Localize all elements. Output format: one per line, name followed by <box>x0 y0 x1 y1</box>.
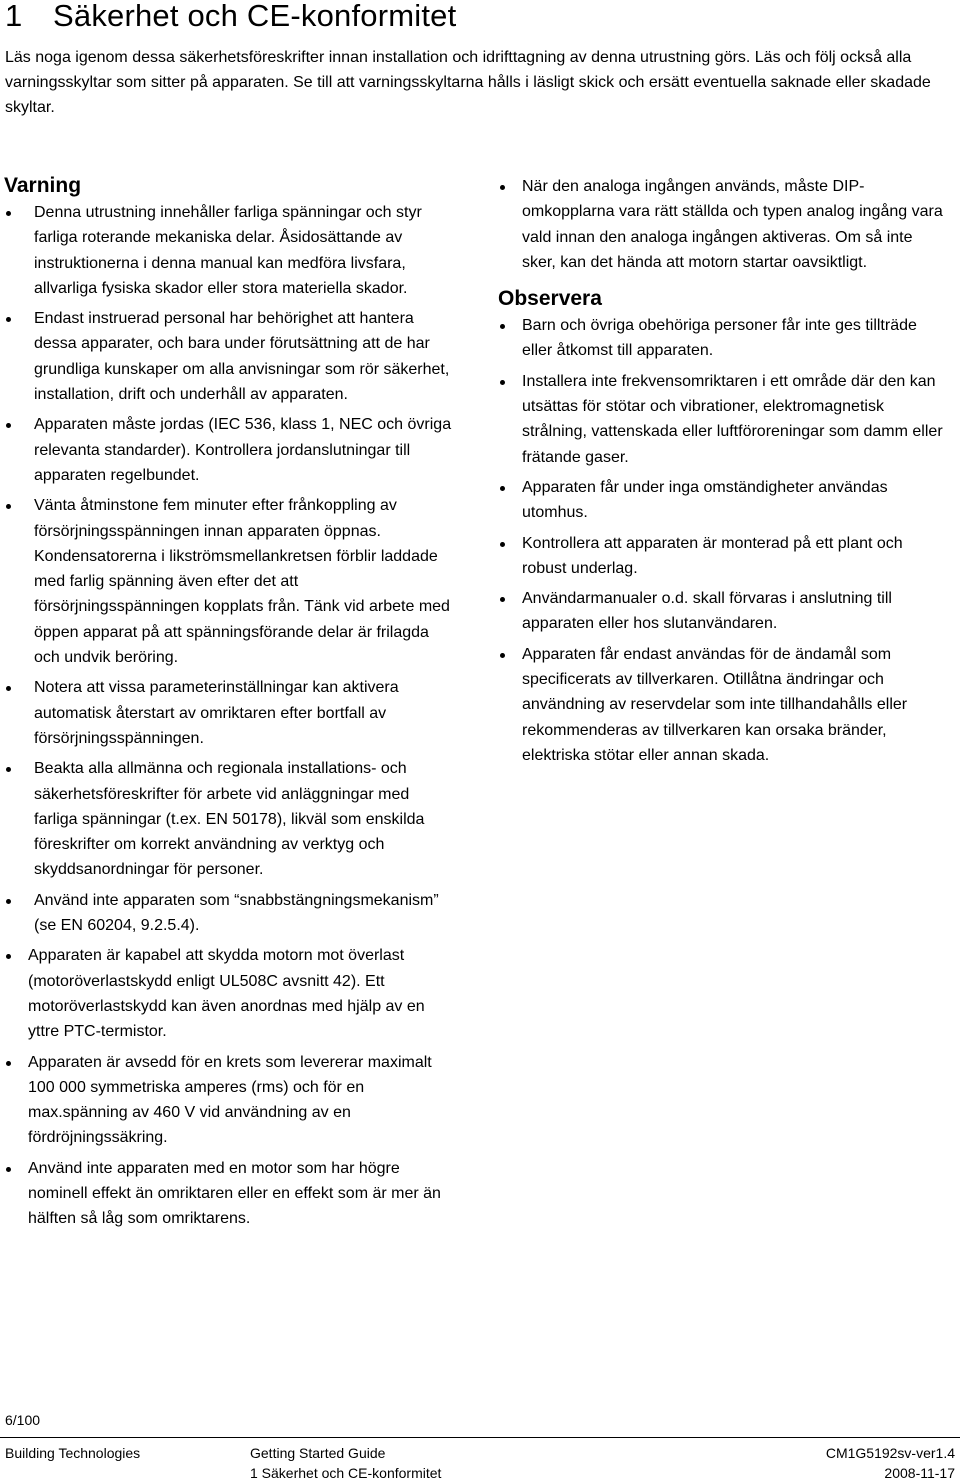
bullet-icon <box>500 486 505 491</box>
warning-item <box>4 306 454 407</box>
notice-item-text: Apparaten får under inga omständigheter användas utomhus. <box>522 478 888 522</box>
bullet-icon <box>6 1061 11 1066</box>
right-column <box>498 172 943 773</box>
warning-item-text: Apparaten är kapabel att skydda motorn mot överlast (motoröverlastskydd enligt UL508C avsnitt 42). Ett motoröverlastskydd kan även anordnas med hjälp av en yttre PTC-termistor. <box>28 947 425 1041</box>
intro-paragraph: Läs noga igenom dessa säkerhetsföreskrifter innan installation och idrifttagning av denna utrustning görs. Läs och följ också alla varningsskyltar som sitter på apparaten. Se till att varningsskyltarna hålls i läsligt skick och ersätt eventuella saknade eller skadade skyltar. <box>5 49 931 116</box>
warning-item-text: Endast instruerad personal har behörighet att hantera dessa apparater, och bara under förutsättning att de har grundliga kunskaper om alla anvisningar som rör säkerhet, installation, drift och underhåll av apparaten. <box>34 310 450 404</box>
notice-item-text: Användarmanualer o.d. skall förvaras i anslutning till apparaten eller hos slutanvändaren. <box>522 590 892 633</box>
page-number: 6/100 <box>5 1412 41 1428</box>
bullet-icon <box>6 1167 11 1172</box>
bullet-icon <box>500 542 505 547</box>
bullet-icon <box>6 504 11 509</box>
warning-item-text: Apparaten är avsedd för en krets som levererar maximalt 100 000 symmetriska amperes (rms) och för en max.spänning av 460 V vid användning av en fördröjningssäkring. <box>28 1053 432 1147</box>
left-column <box>4 172 454 1237</box>
warning-item-text: Använd inte apparaten med en motor som har högre nominell effekt än omriktaren eller en effekt som är mer än hälften så låg som omriktarens. <box>28 1159 441 1228</box>
chapter-title: Säkerhet och CE-konformitet <box>53 0 457 33</box>
bullet-icon <box>500 185 505 190</box>
notice-item <box>498 475 943 526</box>
notice-item <box>498 369 943 470</box>
notice-item-text: Apparaten får endast användas för de ändamål som specificerats av tillverkaren. Otillåtna ändringar och användning av reservdelar som inte tillhandahålls eller rekommenderas av tillverkaren kan orsaka bränder, elektriska stötar eller annan skada. <box>522 645 908 764</box>
footer-divider <box>0 1437 960 1438</box>
bullet-icon <box>6 423 11 428</box>
warning-item-text: Apparaten måste jordas (IEC 536, klass 1, NEC och övriga relevanta standarder). Kontrollera jordanslutningar till apparaten regelbundet. <box>34 416 452 484</box>
warning-item <box>4 888 454 939</box>
chapter-number: 1 <box>5 0 23 33</box>
bullet-icon <box>500 324 505 329</box>
warning-item <box>4 943 454 1044</box>
footer-company: Building Technologies <box>5 1445 141 1461</box>
footer-section: 1 Säkerhet och CE-konformitet <box>250 1465 442 1481</box>
warning-item <box>4 493 454 670</box>
warning-item <box>4 1050 454 1151</box>
warning-list <box>4 200 454 1232</box>
notice-item <box>498 313 943 364</box>
bullet-icon <box>500 653 505 658</box>
notice-item <box>498 531 943 582</box>
warning-item <box>498 174 943 275</box>
notice-list <box>498 313 943 768</box>
footer-doc-type: Getting Started Guide <box>250 1445 386 1461</box>
bullet-icon <box>500 597 505 602</box>
notice-item-text: Kontrollera att apparaten är monterad på ett plant och robust underlag. <box>522 534 903 577</box>
bullet-icon <box>6 317 11 322</box>
bullet-icon <box>6 767 11 772</box>
notice-item <box>498 642 943 768</box>
warning-item <box>4 675 454 751</box>
footer-document-info <box>826 1443 955 1483</box>
footer-date: 2008-11-17 <box>884 1465 955 1481</box>
warning-item <box>4 1156 454 1232</box>
footer-doc-id: CM1G5192sv-ver1.4 <box>825 1445 955 1461</box>
bullet-icon <box>6 211 11 216</box>
warning-item-text: Använd inte apparaten som “snabbstängningsmekanism” (se EN 60204, 9.2.5.4). <box>34 891 439 935</box>
bullet-icon <box>6 686 11 691</box>
warning-heading: Varning <box>4 174 82 197</box>
footer-document <box>250 1443 441 1483</box>
page-title <box>5 0 456 34</box>
bullet-icon <box>500 380 505 385</box>
warning-item <box>4 412 454 488</box>
notice-item-text: Installera inte frekvensomriktaren i ett område där den kan utsättas för stötar och vibrationer, elektromagnetisk strålning, vattenskada eller luftföroreningar som damm eller frätande gaser. <box>522 372 943 466</box>
warning-item-text: Vänta åtminstone fem minuter efter frånkoppling av försörjningsspänningen innan apparaten öppnas. Kondensatorerna i likströmsmellankretsen förblir laddade med farlig spänning även efter det att försörjningsspänningen kopplats från. Tänk vid arbete med öppen apparat på att spänningsförande delar är frilagda och undvik beröring. <box>34 497 450 667</box>
notice-heading: Observera <box>498 287 602 311</box>
warning-item-text: Beakta alla allmänna och regionala installations- och säkerhetsföreskrifter för arbete vid anläggningar med farliga spänningar (t.ex. EN 50178), likväl som enskilda föreskrifter om korrekt användning av verktyg och skyddsanordningar för personer. <box>34 760 425 879</box>
bullet-icon <box>6 899 11 904</box>
bullet-icon <box>6 954 11 959</box>
warning-list-continued <box>498 174 943 275</box>
warning-item <box>4 200 454 301</box>
warning-item-text: Notera att vissa parameterinställningar kan aktivera automatisk återstart av omriktaren efter bortfall av försörjningsspänningen. <box>34 679 399 747</box>
notice-item-text: Barn och övriga obehöriga personer får inte ges tillträde eller åtkomst till apparaten. <box>522 317 917 360</box>
notice-item <box>498 586 943 637</box>
warning-item-text: När den analoga ingången används, måste DIP-omkopplarna vara rätt ställda och typen analog ingång vara vald innan den analoga ingången aktiveras. Om så inte sker, kan det hända att motorn startar oavsiktligt. <box>522 178 943 271</box>
warning-item <box>4 756 454 882</box>
warning-item-text: Denna utrustning innehåller farliga spänningar och styr farliga roterande mekaniska delar. Åsidosättande av instruktionerna i denna manual kan medföra livsfara, allvarliga fysiska skador eller stora materiella skador. <box>34 204 422 297</box>
